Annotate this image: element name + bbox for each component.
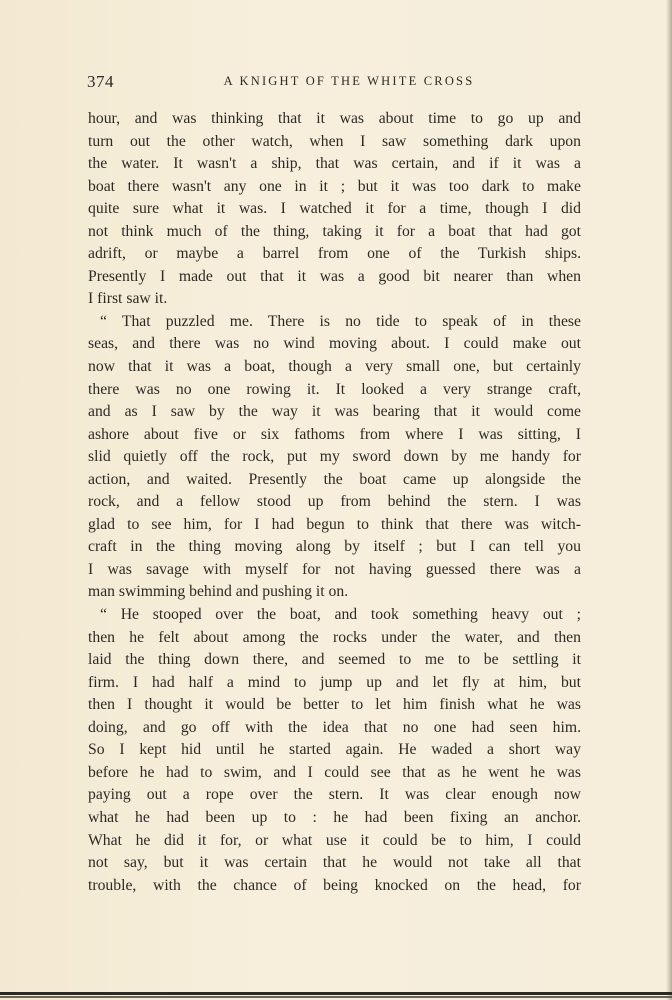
text-line: what he had been up to : he had been fixing an anchor. bbox=[88, 808, 581, 826]
text-line: trouble, with the chance of being knocked on the head, for bbox=[88, 876, 581, 894]
text-line: boat there wasn't any one in it ; but it was too dark to make bbox=[88, 177, 581, 195]
bottom-border bbox=[0, 992, 672, 995]
text-line: man swimming behind and pushing it on. bbox=[88, 583, 349, 601]
text-line: before he had to swim, and I could see that as he went he was bbox=[88, 763, 581, 781]
text-line: craft in the thing moving along by itself ; but I can tell you bbox=[88, 538, 581, 556]
text-line: then I thought it would be better to let him finish what he was bbox=[88, 696, 581, 714]
text-line: quite sure what it was. I watched it for a time, though I did bbox=[88, 200, 581, 218]
text-line: adrift, or maybe a barrel from one of the Turkish ships. bbox=[88, 245, 581, 263]
text-line: hour, and was thinking that it was about time to go up and bbox=[88, 110, 581, 127]
text-line: “ That puzzled me. There is no tide to speak of in these bbox=[100, 312, 581, 330]
text-line: there was no one rowing it. It looked a very strange craft, bbox=[88, 380, 581, 398]
text-line: the water. It wasn't a ship, that was certain, and if it was a bbox=[88, 155, 581, 173]
text-line: then he felt about among the rocks under the water, and then bbox=[88, 628, 581, 646]
text-line: rock, and a fellow stood up from behind the stern. I was bbox=[88, 493, 581, 511]
text-line: firm. I had half a mind to jump up and let fly at him, but bbox=[88, 673, 581, 691]
bottom-border-secondary bbox=[0, 996, 672, 998]
page-edge-shadow bbox=[666, 0, 672, 1000]
text-line: slid quietly off the rock, put my sword down by me handy for bbox=[88, 448, 581, 466]
text-line: seas, and there was no wind moving about. I could make out bbox=[88, 335, 581, 353]
text-line: glad to see him, for I had begun to think that there was witch- bbox=[88, 515, 581, 533]
text-line: I first saw it. bbox=[88, 290, 168, 308]
text-line: now that it was a boat, though a very small one, but certainly bbox=[88, 358, 581, 376]
text-line: What he did it for, or what use it could be to him, I could bbox=[88, 831, 581, 849]
text-line: and as I saw by the way it was bearing that it would come bbox=[88, 403, 581, 421]
text-line: action, and waited. Presently the boat came up alongside the bbox=[88, 470, 581, 488]
page-number: 374 bbox=[87, 72, 114, 91]
text-line: ashore about five or six fathoms from where I was sitting, I bbox=[88, 425, 581, 443]
text-line: turn out the other watch, when I saw something dark upon bbox=[88, 132, 581, 150]
text-line: paying out a rope over the stern. It was clear enough now bbox=[88, 786, 581, 804]
text-line: “ He stooped over the boat, and took something heavy out ; bbox=[100, 606, 581, 624]
text-line: Presently I made out that it was a good bit nearer than when bbox=[88, 267, 581, 285]
text-line: laid the thing down there, and seemed to me to be settling it bbox=[88, 651, 581, 669]
running-head: A KNIGHT OF THE WHITE CROSS bbox=[223, 74, 475, 88]
text-line: not think much of the thing, taking it for a boat that had got bbox=[88, 222, 581, 240]
body-text bbox=[88, 108, 581, 897]
text-line: I was savage with myself for not having guessed there was a bbox=[88, 560, 581, 578]
text-line: not say, but it was certain that he would not take all that bbox=[88, 854, 581, 872]
page-header bbox=[87, 72, 581, 94]
text-line: doing, and go off with the idea that no one had seen him. bbox=[88, 718, 581, 736]
text-line: So I kept hid until he started again. He waded a short way bbox=[88, 741, 581, 759]
